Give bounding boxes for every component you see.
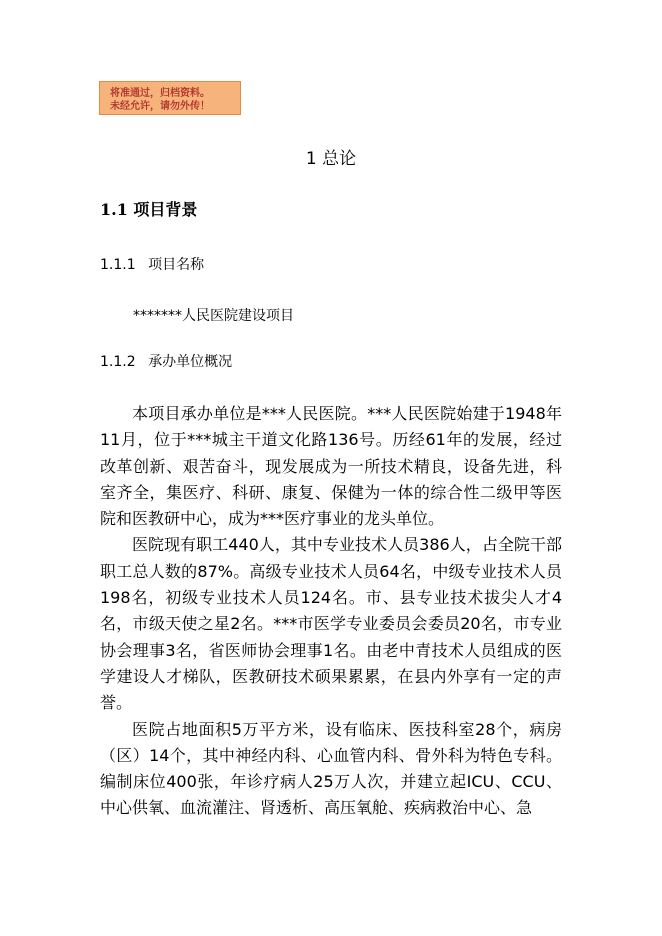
subsection-heading-organizer bbox=[100, 352, 232, 372]
section-title: 1.1 项目背景 bbox=[100, 200, 198, 219]
subsection-number: 1.1.1 bbox=[100, 257, 136, 273]
paragraph: 本项目承办单位是***人民医院。***人民医院始建于1948年11月，位于***城主干道文化路136号。历经61年的发展，经过改革创新、艰苦奋斗，现发展成为一所技术精良，设备先进，科室齐全，集医疗、科研、康复、保健为一体的综合性二级甲等医院和医教研中心，成为***医疗事业的龙头单位。 bbox=[100, 404, 562, 529]
paragraph: 医院现有职工440人，其中专业技术人员386人，占全院干部职工总人数的87%。高级专业技术人员64名，中级专业技术人员198名，初级专业技术人员124名。市、县专业技术拔尖人才4名，市级天使之星2名。***市医学专业委员会委员20名，市专业协会理事3名，省医师协会理事1名。由老中青技术人员组成的医学建设人才梯队，医教研技术硕果累累，在县内外享有一定的声誉。 bbox=[100, 535, 562, 713]
paragraph: 医院占地面积5万平方米，设有临床、医技科室28个，病房（区）14个，其中神经内科、心血管内科、骨外科为特色专科。编制床位400张，年诊疗病人25万人次，并建立起ICU、CCU、中心供氧、血流灌注、肾透析、高压氧舱、疾病救治中心、急 bbox=[100, 719, 562, 818]
project-name-text: *******人民医院建设项目 bbox=[133, 308, 294, 324]
subsection-number: 1.1.2 bbox=[100, 354, 136, 370]
stamp-line-2: 未经允许，请勿外传！ bbox=[110, 101, 210, 112]
subsection-title: 承办单位概况 bbox=[148, 354, 233, 370]
subsection-heading-project-name bbox=[100, 255, 204, 275]
body-text bbox=[100, 401, 562, 822]
chapter-title: 1 总论 bbox=[305, 149, 357, 169]
stamp-line-1: 将准通过，归档资料。 bbox=[110, 88, 210, 99]
subsection-title: 项目名称 bbox=[148, 257, 205, 273]
confidential-stamp bbox=[99, 81, 241, 115]
